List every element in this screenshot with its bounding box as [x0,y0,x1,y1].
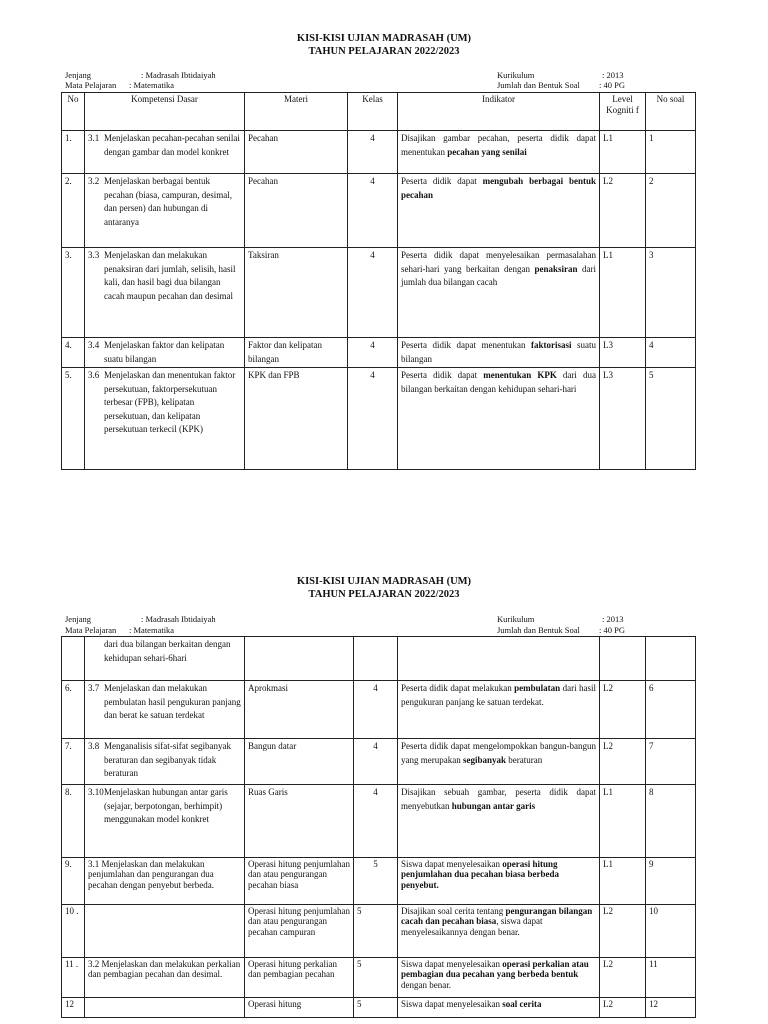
page2-kurikulum-label: Kurikulum [497,614,535,624]
row-kompetensi-dasar [85,785,245,858]
row-kelas: 4 [354,739,398,785]
page1-jumlah-label: Jumlah dan Bentuk Soal [497,80,580,90]
indikator-keyword: soal cerita [502,999,542,1009]
table-row [62,785,696,858]
table-row [62,858,696,905]
indikator-text-end: , siswa dapat menyelesaikannya dengan benar. [401,916,543,937]
row-level: L2 [600,174,646,248]
row-kelas: 4 [348,338,398,368]
kd-text: Menjelaskan dan melakukan penaksiran dari jumlah, selisih, hasil kali, dan hasil bagi dua bilangan cacah maupun pecahan dan desimal [104,250,236,301]
table-row [62,248,696,338]
row-kompetensi-dasar [85,905,245,958]
kd-text: Menjelaskan dan melakukan pembulatan hasil pengukuran panjang dan berat ke satuan terdekat [104,683,241,721]
indikator-text: Peserta didik dapat menyelesaikan permasalahan sehari-hari yang berkaitan dengan [401,250,596,274]
indikator-keyword: pecahan yang senilai [447,146,527,157]
page1-title-line2: TAHUN PELAJARAN 2022/2023 [308,46,460,57]
row-indikator [398,785,600,858]
row-level: L2 [600,739,646,785]
table-row [62,174,696,248]
row-materi: Operasi hitung [245,998,354,1018]
row-indikator [398,338,600,368]
row-kelas: 5 [354,958,398,998]
row-no: 5. [62,368,85,470]
kd-number: 3.2 [88,176,100,186]
kd-text: Menjelaskan pecahan-pecahan senilai dengan gambar dan model konkret [104,133,240,157]
row-indikator [398,739,600,785]
row-materi: Taksiran [245,248,348,338]
kd-number: 3.1 [88,133,100,143]
row-no-soal: 12 [646,998,696,1018]
indikator-text: Peserta didik dapat [401,176,483,186]
row-indikator [398,998,600,1018]
row-materi: Ruas Garis [245,785,354,858]
header-no: No [62,93,85,131]
indikator-text-end: beraturan [506,754,543,765]
row-kelas [354,637,398,681]
row-indikator [398,681,600,739]
indikator-text: Disajikan gambar pecahan, peserta didik dapat menentukan [401,133,596,157]
row-no-soal: 1 [646,131,696,174]
row-kompetensi-dasar [85,637,245,681]
row-indikator [398,958,600,998]
table-row-continuation [62,637,696,681]
kd-number: 3.6 [88,370,100,380]
table-row [62,905,696,958]
row-no: 8. [62,785,85,858]
row-no [62,637,85,681]
row-no-soal: 2 [646,174,696,248]
page1-title [0,32,768,58]
page1-kurikulum-value: : 2013 [602,70,624,80]
indikator-keyword: hubungan antar garis [451,800,536,811]
row-kompetensi-dasar [85,174,245,248]
row-level: L1 [600,858,646,905]
kd-number: 3.8 [88,741,100,751]
indikator-text-end: dengan benar. [401,979,451,990]
row-kompetensi-dasar [85,681,245,739]
indikator-text-end: dari hasil pengukuran panjang ke satuan terdekat. [401,683,597,707]
indikator-text: Disajikan sebuah gambar, peserta didik dapat menyebutkan [401,787,596,811]
row-kompetensi-dasar: 3.2 Menjelaskan dan melakukan perkalian dan pembagian pecahan dan desimal. [85,958,245,998]
row-kompetensi-dasar [85,248,245,338]
row-kompetensi-dasar [85,131,245,174]
row-level: L1 [600,131,646,174]
indikator-text-end: dari jumlah dua bilangan cacah [401,263,596,288]
row-level: L2 [600,905,646,958]
row-no: 3. [62,248,85,338]
indikator-text: Peserta didik dapat melakukan [401,683,515,693]
page1-mapel-value: : Matematika [129,80,175,90]
row-materi [245,637,354,681]
row-no: 10 . [62,905,85,958]
table-row [62,338,696,368]
row-no: 9. [62,858,85,905]
page1-mapel-label: Mata Pelajaran [65,80,117,90]
page1-jenjang-label: Jenjang [65,70,91,80]
row-indikator [398,368,600,470]
indikator-keyword: operasi hitung penjumlahan dua pecahan biasa berbeda penyebut. [401,859,560,890]
header-kelas: Kelas [348,93,398,131]
indikator-text: Peserta didik dapat mengelompokkan bangun-bangun yang merupakan [401,741,596,765]
indikator-keyword: operasi perkalian atau pembagian dua pecahan yang berbeda bentuk [401,959,589,980]
header-indikator: Indikator [398,93,600,131]
row-kompetensi-dasar: 3.1 Menjelaskan dan melakukan penjumlahan dan pengurangan dua pecahan dengan penyebut berbeda. [85,858,245,905]
table-row [62,739,696,785]
row-materi: Operasi hitung perkalian dan pembagian pecahan [245,958,354,998]
page2-mapel-label: Mata Pelajaran [65,625,117,635]
indikator-text-end: suatu bilangan [401,340,597,364]
indikator-text: Siswa dapat menyelesaikan [401,999,503,1009]
indikator-text: Siswa dapat menyelesaikan [401,859,503,869]
row-kelas: 4 [354,681,398,739]
row-kompetensi-dasar [85,368,245,470]
kd-text: Menjelaskan dan menentukan faktor persekutuan, faktorpersekutuan terbesar (FPB), kelipatan persekutuan, dan kelipatan persekutuan terkecil (KPK) [104,370,236,435]
indikator-keyword: mengubah berbagai bentuk pecahan [401,176,596,200]
page1-table [61,92,696,470]
row-kompetensi-dasar [85,739,245,785]
table-row [62,368,696,470]
row-indikator [398,637,600,681]
row-materi: Pecahan [245,131,348,174]
header-level-kognitif: Level Kogniti f [600,93,646,131]
row-no-soal: 8 [646,785,696,858]
indikator-text: Peserta didik dapat [401,370,484,380]
row-materi: Operasi hitung penjumlahan dan atau pengurangan pecahan campuran [245,905,354,958]
row-kompetensi-dasar [85,338,245,368]
indikator-text: Peserta didik dapat menentukan [401,340,531,350]
row-level [600,637,646,681]
indikator-text: Siswa dapat menyelesaikan [401,959,503,969]
table-row [62,131,696,174]
row-indikator [398,248,600,338]
row-kompetensi-dasar [85,998,245,1018]
row-kelas: 4 [354,785,398,858]
row-no-soal: 9 [646,858,696,905]
row-no-soal: 3 [646,248,696,338]
row-materi: KPK dan FPB [245,368,348,470]
row-no: 7. [62,739,85,785]
row-materi: Aprokmasi [245,681,354,739]
row-level: L1 [600,248,646,338]
page2-jenjang-value: : Madrasah Ibtidaiyah [141,614,216,624]
page1-kurikulum-label: Kurikulum [497,70,535,80]
header-no-soal: No soal [646,93,696,131]
page2-title-line2: TAHUN PELAJARAN 2022/2023 [308,589,460,600]
kd-text: Menjelaskan berbagai bentuk pecahan (biasa, campuran, desimal, dan persen) dan hubungan di antaranya [104,176,232,227]
indikator-keyword: penaksiran [534,263,578,274]
indikator-keyword: menentukan KPK [483,370,557,380]
row-no-soal: 6 [646,681,696,739]
row-no-soal: 5 [646,368,696,470]
row-indikator [398,174,600,248]
row-kelas: 4 [348,368,398,470]
kd-text: dari dua bilangan berkaitan dengan kehidupan sehari-6hari [104,639,231,663]
row-kelas: 4 [348,248,398,338]
row-indikator [398,131,600,174]
page2-jumlah-label: Jumlah dan Bentuk Soal [497,625,580,635]
row-indikator [398,905,600,958]
row-no: 12 [62,998,85,1018]
page2-kurikulum-value: : 2013 [602,614,624,624]
indikator-text-end: dari dua bilangan berkaitan dengan kehidupan sehari-hari [401,370,596,394]
row-no-soal: 11 [646,958,696,998]
page1-jumlah-value: : 40 PG [599,80,625,90]
row-materi: Pecahan [245,174,348,248]
row-no: 2. [62,174,85,248]
row-no-soal: 4 [646,338,696,368]
row-no: 11 . [62,958,85,998]
row-kelas: 5 [354,858,398,905]
kd-number: 3.4 [88,340,100,350]
row-level: L1 [600,785,646,858]
header-materi: Materi [245,93,348,131]
page1-title-line1: KISI-KISI UJIAN MADRASAH (UM) [296,33,472,44]
row-materi: Operasi hitung penjumlahan dan atau pengurangan pecahan biasa [245,858,354,905]
row-level: L3 [600,338,646,368]
page2-mapel-value: : Matematika [129,625,175,635]
page2-title [0,575,768,601]
page2-table [61,636,696,1018]
kd-text: Menganalisis sifat-sifat segibanyak beraturan dan segibanyak tidak beraturan [104,741,231,779]
row-level: L2 [600,958,646,998]
row-no: 4. [62,338,85,368]
row-no-soal: 10 [646,905,696,958]
row-materi: Bangun datar [245,739,354,785]
row-level: L2 [600,998,646,1018]
table-row [62,998,696,1018]
kd-text: Menjelaskan faktor dan kelipatan suatu bilangan [104,340,225,364]
kd-number: 3.10 [88,787,104,797]
page2-jumlah-value: : 40 PG [599,625,625,635]
page2-title-line1: KISI-KISI UJIAN MADRASAH (UM) [296,576,472,587]
table-header-row [62,93,696,131]
indikator-keyword: pembulatan [514,683,561,693]
indikator-keyword: segibanyak [462,754,506,765]
page1-jenjang-value: : Madrasah Ibtidaiyah [141,70,216,80]
kd-number: 3.7 [88,683,100,693]
table-row [62,681,696,739]
indikator-keyword: pengurangan bilangan cacah dan pecahan biasa [401,906,593,927]
indikator-keyword: faktorisasi [531,340,572,350]
row-level: L3 [600,368,646,470]
page2-jenjang-label: Jenjang [65,614,91,624]
row-kelas: 5 [354,905,398,958]
row-kelas: 4 [348,174,398,248]
row-no: 6. [62,681,85,739]
table-row [62,958,696,998]
header-kompetensi-dasar: Kompetensi Dasar [85,93,245,131]
row-kelas: 4 [348,131,398,174]
row-indikator [398,858,600,905]
row-materi: Faktor dan kelipatan bilangan [245,338,348,368]
row-kelas: 5 [354,998,398,1018]
row-level: L2 [600,681,646,739]
kd-number: 3.3 [88,250,100,260]
row-no-soal [646,637,696,681]
row-no: 1. [62,131,85,174]
indikator-text: Disajikan soal cerita tentang [401,906,506,916]
kd-text: Menjelaskan hubungan antar garis (sejajar, berpotongan, berhimpit) menggunakan model konkret [104,787,228,825]
row-no-soal: 7 [646,739,696,785]
